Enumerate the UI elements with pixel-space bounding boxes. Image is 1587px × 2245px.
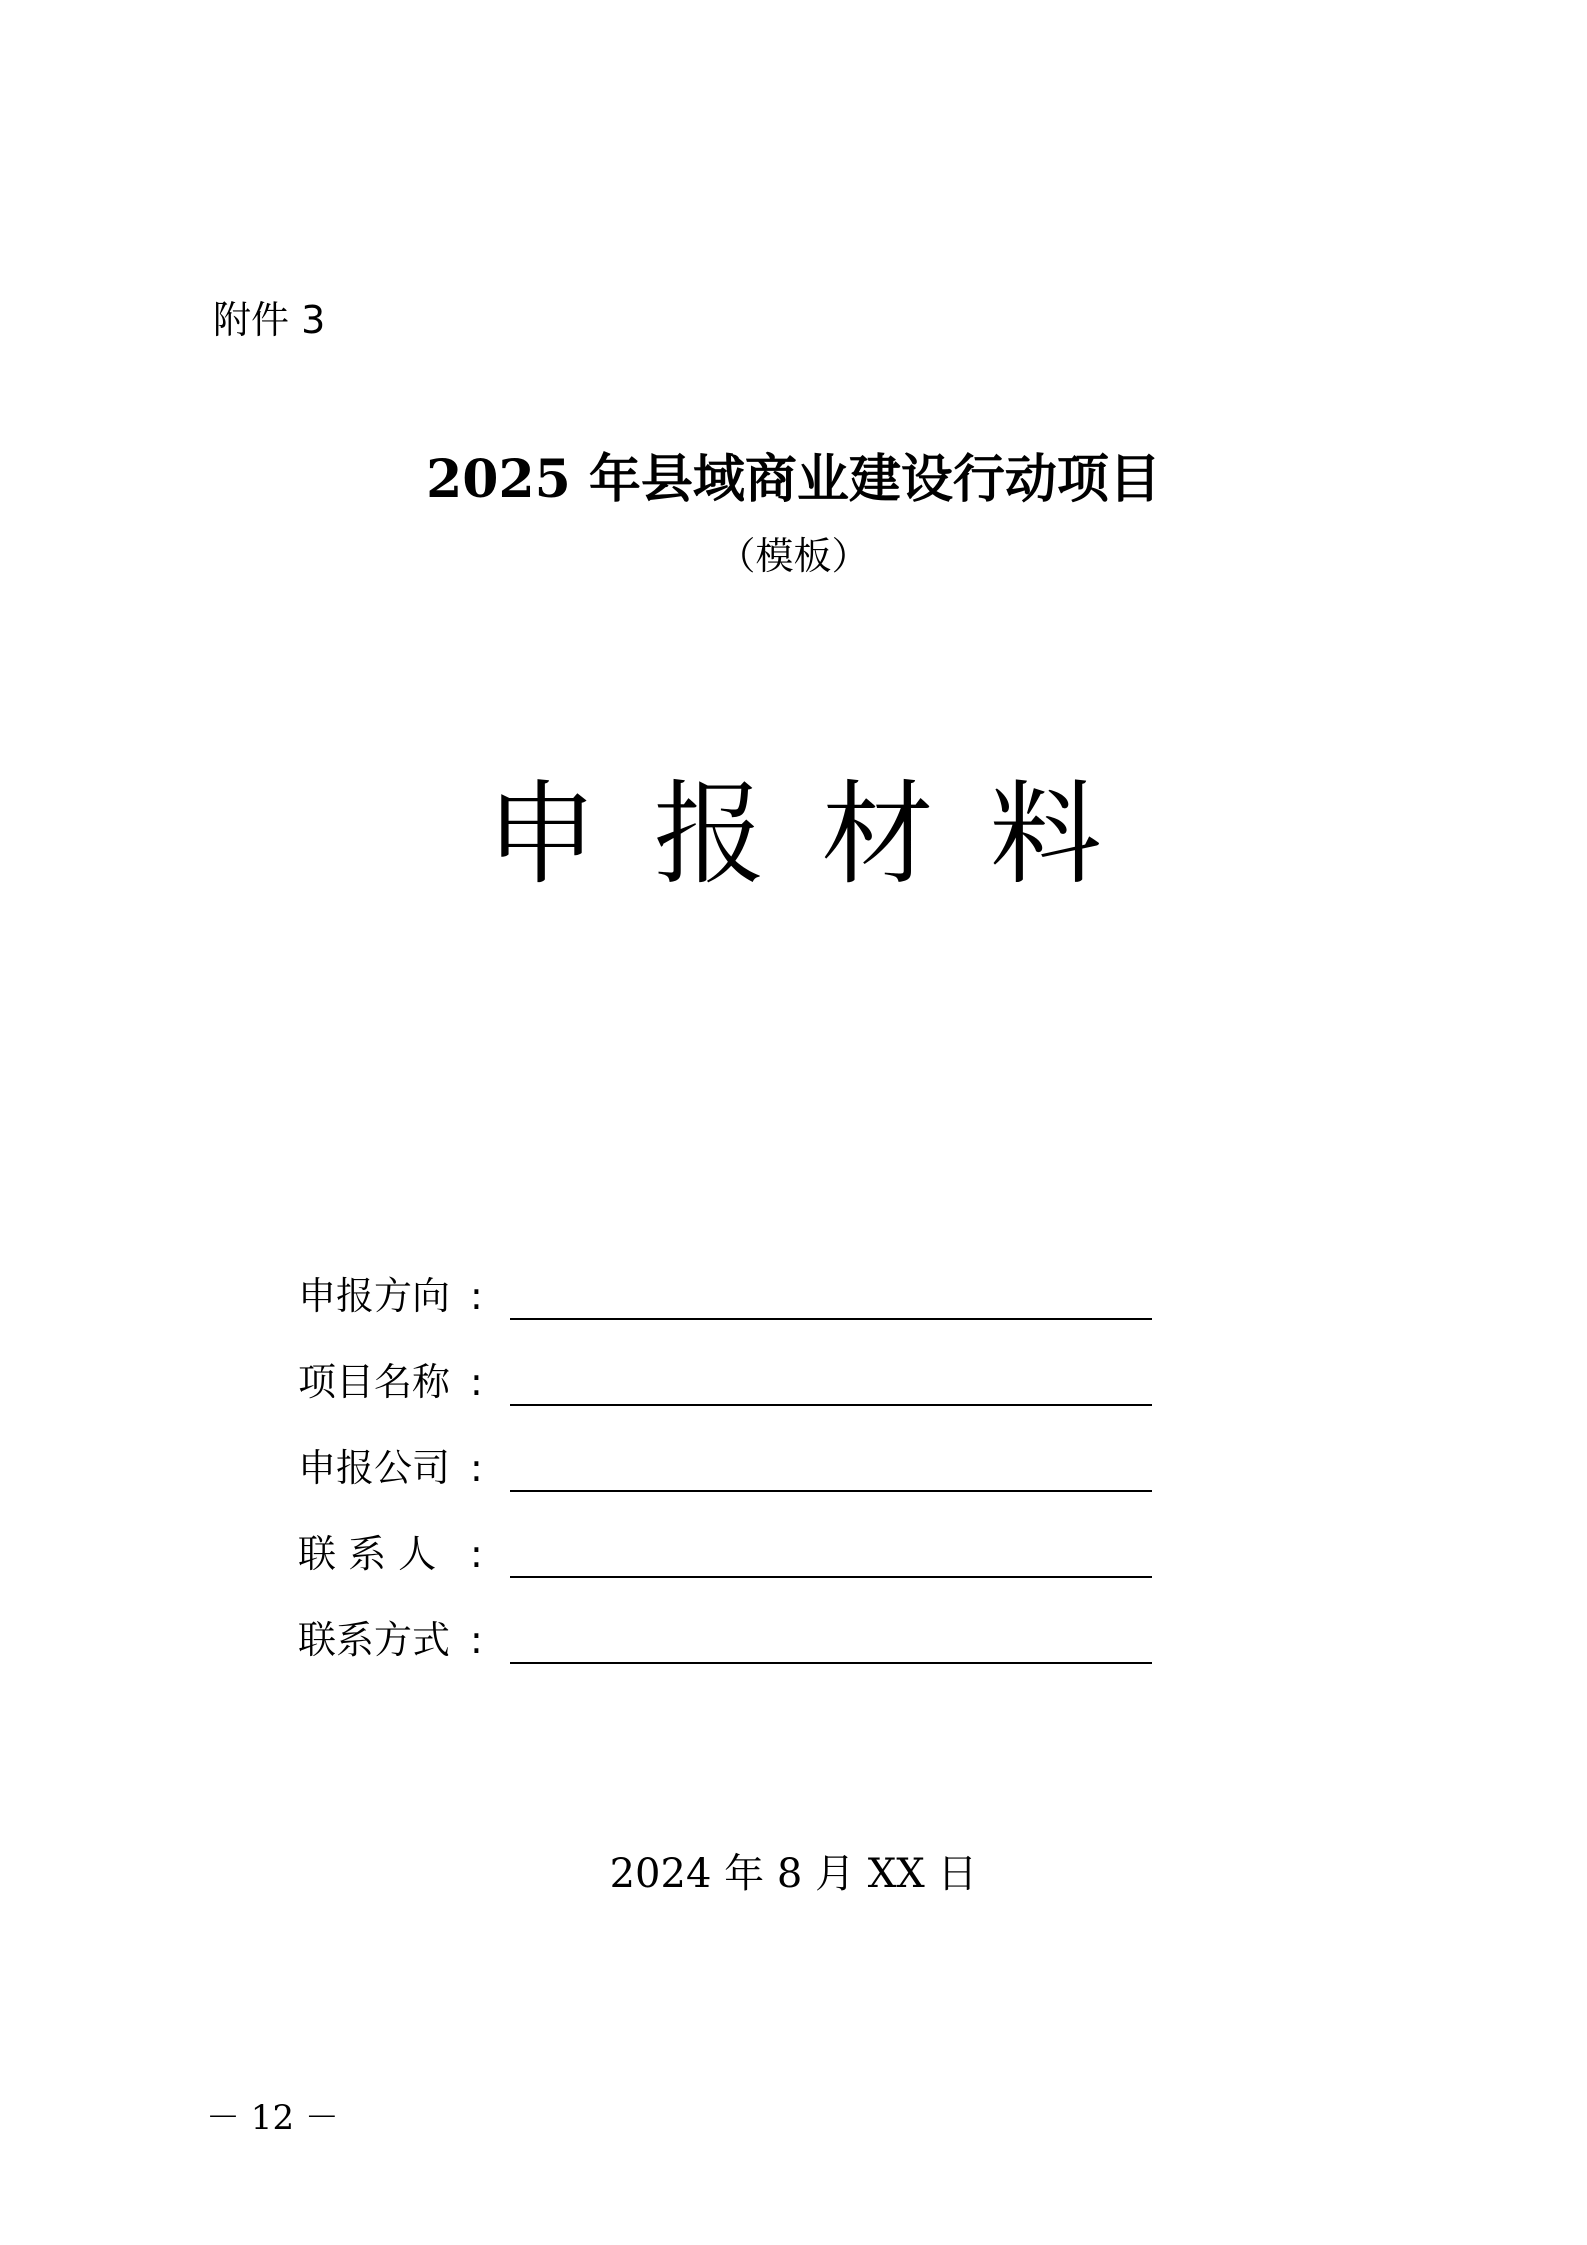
form-fields <box>298 1240 1158 1670</box>
document-subtitle: （模板） <box>717 534 870 578</box>
form-row-direction <box>298 1240 1158 1326</box>
field-underline-project-name[interactable] <box>510 1404 1152 1406</box>
field-colon: : <box>470 1274 483 1318</box>
field-underline-company[interactable] <box>510 1490 1152 1492</box>
attachment-label: 附件 3 <box>213 298 326 342</box>
field-underline-direction[interactable] <box>510 1318 1152 1320</box>
field-colon: : <box>470 1446 483 1490</box>
field-colon: : <box>470 1618 483 1662</box>
field-label-project-name: 项目名称 <box>298 1360 451 1404</box>
field-underline-contact-method[interactable] <box>510 1662 1152 1664</box>
form-row-contact-method <box>298 1584 1158 1670</box>
field-colon: : <box>470 1532 483 1576</box>
field-label-company: 申报公司 <box>298 1446 451 1490</box>
main-heading: 申报材料 <box>485 770 1158 900</box>
field-underline-contact-person[interactable] <box>510 1576 1152 1578</box>
form-row-company <box>298 1412 1158 1498</box>
field-label-direction: 申报方向 <box>298 1274 451 1318</box>
page-number: － 12 － <box>206 2098 339 2138</box>
field-colon: : <box>470 1360 483 1404</box>
document-date: 2024 年 8 月 XX 日 <box>609 1851 978 1897</box>
field-label-contact-method: 联系方式 <box>298 1618 451 1662</box>
field-label-contact-person: 联 系 人 <box>298 1532 437 1576</box>
form-row-project-name <box>298 1326 1158 1412</box>
document-title: 2025 年县域商业建设行动项目 <box>426 449 1161 510</box>
form-row-contact-person <box>298 1498 1158 1584</box>
